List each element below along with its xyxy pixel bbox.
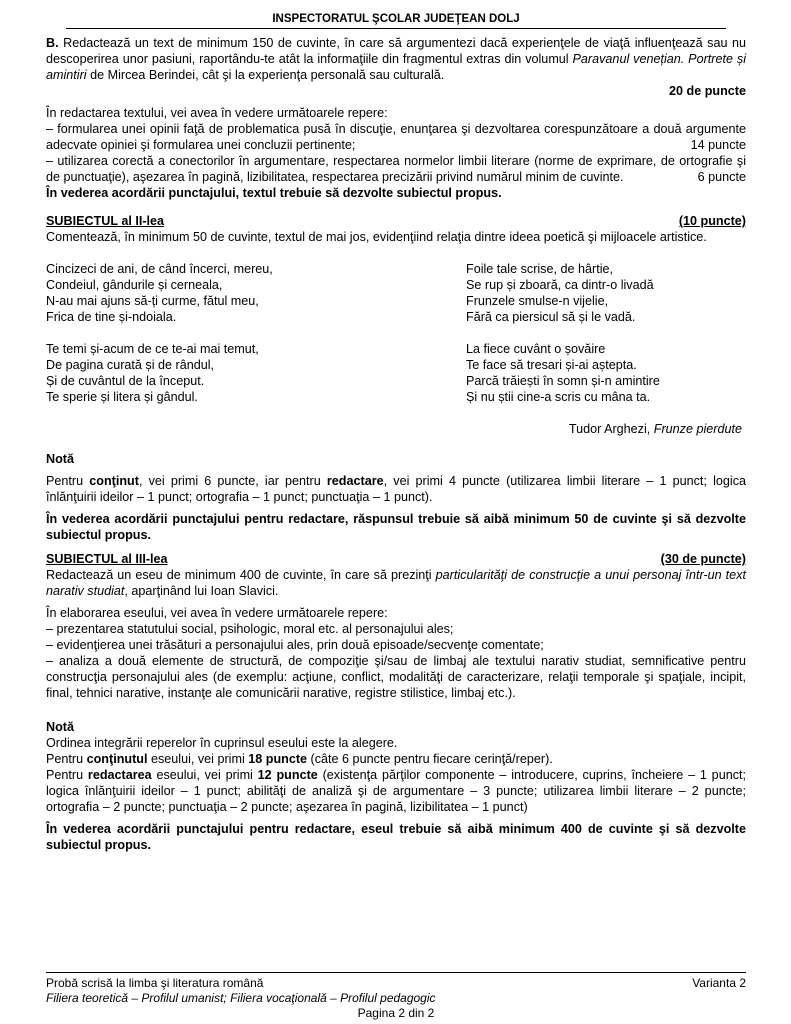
author-name: Tudor Arghezi,: [568, 422, 654, 436]
subject-2-task: Comentează, în minimum 50 de cuvinte, textul de mai jos, evidenţiind relaţia dintre ideea poetică şi mijloacele artistice.: [46, 230, 707, 244]
task-italic: particularităţi de construcţie a unui personaj într-un text narativ studiat: [46, 568, 746, 598]
subject-2-section: [46, 213, 746, 543]
poem-line: Frica de tine și-ndoiala.: [46, 310, 177, 324]
note-bold-word: conţinut: [89, 474, 139, 488]
note-text: , vei primi 4 puncte (utilizarea limbii literare – 1 punct; logica înlănţuirii ideilor – 1 punct; ortografia – 1 punct; punctuaţia – 1 punct).: [46, 474, 746, 504]
subject-3-header: [46, 551, 746, 567]
part-b-item2-points: 6 puncte: [697, 170, 746, 184]
part-b-section: [46, 35, 746, 201]
note-text: , vei primi 6 puncte, iar pentru: [138, 474, 327, 488]
poem-line: Te temi și-acum de ce te-ai mai temut,: [46, 342, 259, 356]
subject-3-task: [46, 567, 746, 599]
note-text: (câte 6 puncte pentru fiecare cerinţă/reper).: [307, 752, 553, 766]
footer-exam-name: Probă scrisă la limba şi literatura română: [46, 976, 264, 990]
part-b-note: În vederea acordării punctajului, textul trebuie să dezvolte subiectul propus.: [46, 186, 502, 200]
poem-author: [46, 421, 746, 437]
note-text: Pentru: [46, 752, 87, 766]
subject-2-note: [46, 473, 746, 505]
poem-stanza: [46, 341, 466, 405]
page-footer: [46, 972, 746, 1021]
part-b-task: [46, 35, 746, 83]
part-b-item1-points: 14 puncte: [690, 138, 746, 152]
poem-line: Și nu știi cine-a scris cu mâna ta.: [466, 390, 651, 404]
footer-page-number: Pagina 2 din 2: [357, 1006, 435, 1020]
poem: [46, 261, 746, 405]
poem-stanza: [46, 261, 466, 325]
note-bold-word: conţinutul: [86, 752, 148, 766]
poem-left-column: [46, 261, 466, 405]
footer-variant: Varianta 2: [692, 976, 746, 990]
note-text: eseului, vei primi: [147, 752, 249, 766]
poem-line: Te face să tresari și-ai aștepta.: [466, 358, 637, 372]
note-text: (existenţa părţilor componente – introducere, cuprins, încheiere – 1 punct; logica înlănţuirii ideilor – 1 punct; abilităţi de analiză şi de argumentare – 3 puncte; utilizarea limbii literare – 2 puncte; ortografia – 2 puncte; punctuaţia – 2 puncte; aşezarea în pagină, lizibilitatea – 1 punct): [46, 768, 746, 814]
subject-2-note-title: Notă: [46, 452, 74, 466]
part-b-text1: Redactează un text de minimum 150 de cuvinte, în care să argumentezi dacă experienţele de viaţă influenţează sau nu descoperirea unor pasiuni, raportându-te atât la informaţiile din fragmentul extras din volumul: [46, 36, 746, 66]
poem-stanza: [466, 341, 746, 405]
part-b-item1-text: – formularea unei opinii faţă de problematica pusă în discuţie, enunţarea şi dezvoltarea corespunzătoare a două argumente adecvate opiniei şi formularea unei concluzii pertinente;: [46, 122, 746, 152]
note-text: eseului, vei primi: [151, 768, 258, 782]
part-b-text2: de Mircea Berindei, cât şi la experienţa personală sau culturală.: [86, 68, 445, 82]
poem-line: Foile tale scrise, de hârtie,: [466, 262, 613, 276]
subject-3-item-2: – evidenţierea unei trăsături a personajului ales, prin două episoade/secvenţe comentate;: [46, 638, 544, 652]
subject-3-points: (30 de puncte): [660, 552, 746, 566]
poem-line: De pagina curată și de rândul,: [46, 358, 215, 372]
task-text: , aparţinând lui Ioan Slavici.: [124, 584, 279, 598]
task-text: Redactează un eseu de minimum 400 de cuvinte, în care să prezinţi: [46, 568, 436, 582]
poem-line: Frunzele smulse-n vijelie,: [466, 294, 609, 308]
part-b-points: 20 de puncte: [669, 84, 746, 98]
note-bold-word: redactare: [326, 474, 384, 488]
subject-3-note-bold: În vederea acordării punctajului pentru redactare, eseul trebuie să aibă minimum 400 de cuvinte şi să dezvolte subiectul propus.: [46, 822, 746, 852]
note-text: Pentru: [46, 474, 90, 488]
footer-profile: Filiera teoretică – Profilul umanist; Filiera vocaţională – Profilul pedagogic: [46, 991, 436, 1005]
subject-2-points: (10 puncte): [678, 214, 746, 228]
note-bold-word: 12 puncte: [257, 768, 318, 782]
poem-line: Te sperie și litera și gândul.: [46, 390, 198, 404]
subject-2-title: SUBIECTUL al II-lea: [46, 214, 165, 228]
poem-line: Fără ca piersicul să și le vadă.: [466, 310, 636, 324]
part-b-label: B.: [46, 36, 59, 50]
subject-3-item-1: – prezentarea statutului social, psihologic, moral etc. al personajului ales;: [46, 622, 454, 636]
note-text: Pentru: [46, 768, 88, 782]
note-bold-word: redactarea: [87, 768, 152, 782]
poem-stanza: [466, 261, 746, 325]
note-bold-word: 18 puncte: [248, 752, 308, 766]
work-title: Frunze pierdute: [653, 422, 742, 436]
subject-2-header: [46, 213, 746, 229]
part-b-guide-intro: În redactarea textului, vei avea în vedere următoarele repere:: [46, 106, 388, 120]
poem-right-column: [466, 261, 746, 405]
subject-3-note-3: [46, 767, 746, 815]
part-b-book-title: Paravanul venețian. Portrete și amintiri: [46, 52, 746, 82]
exam-page: [46, 12, 746, 853]
footer-row: [46, 976, 746, 991]
subject-3-guide-intro: În elaborarea eseului, vei avea în vedere următoarele repere:: [46, 606, 388, 620]
subject-3-note-2: [46, 751, 746, 767]
subject-3-title: SUBIECTUL al III-lea: [46, 552, 168, 566]
poem-line: N-au mai ajuns să-ți curme, fătul meu,: [46, 294, 259, 308]
subject-3-section: [46, 551, 746, 853]
poem-line: Condeiul, gândurile și cerneala,: [46, 278, 223, 292]
poem-line: Parcă trăiești în somn și-n amintire: [466, 374, 660, 388]
subject-3-item-3: – analiza a două elemente de structură, de compoziţie şi/sau de limbaj ale textului narativ studiat, semnificative pentru construcţia personajului ales (de exemplu: acţiune, conflict, modalităţi de caracterizare, relaţii temporale şi spaţiale, incipit, final, tehnici narative, instanţe ale comunicării narative, registre stilistice, limbaj etc.).: [46, 654, 746, 700]
poem-line: Cincizeci de ani, de când încerci, mereu,: [46, 262, 273, 276]
poem-line: Și de cuvântul de la început.: [46, 374, 205, 388]
subject-3-note-1: Ordinea integrării reperelor în cuprinsul eseului este la alegere.: [46, 736, 398, 750]
poem-line: La fiece cuvânt o șovăire: [466, 342, 606, 356]
page-header: INSPECTORATUL ŞCOLAR JUDEŢEAN DOLJ: [66, 12, 726, 29]
part-b-points-line: [46, 83, 746, 99]
part-b-guide-item-2: – utilizarea corectă a conectorilor în argumentare, respectarea normelor limbii literare (norme de exprimare, de ortografie şi de punctuaţie), aşezarea în pagină, lizibilitatea, respectarea precizării privind numărul minim de cuvinte.: [46, 154, 746, 184]
subject-2-note-bold: În vederea acordării punctajului pentru redactare, răspunsul trebuie să aibă minimum 50 de cuvinte şi să dezvolte subiectul propus.: [46, 512, 746, 542]
poem-line: Se rup și zboară, ca dintr-o livadă: [466, 278, 654, 292]
subject-3-note-title: Notă: [46, 720, 74, 734]
